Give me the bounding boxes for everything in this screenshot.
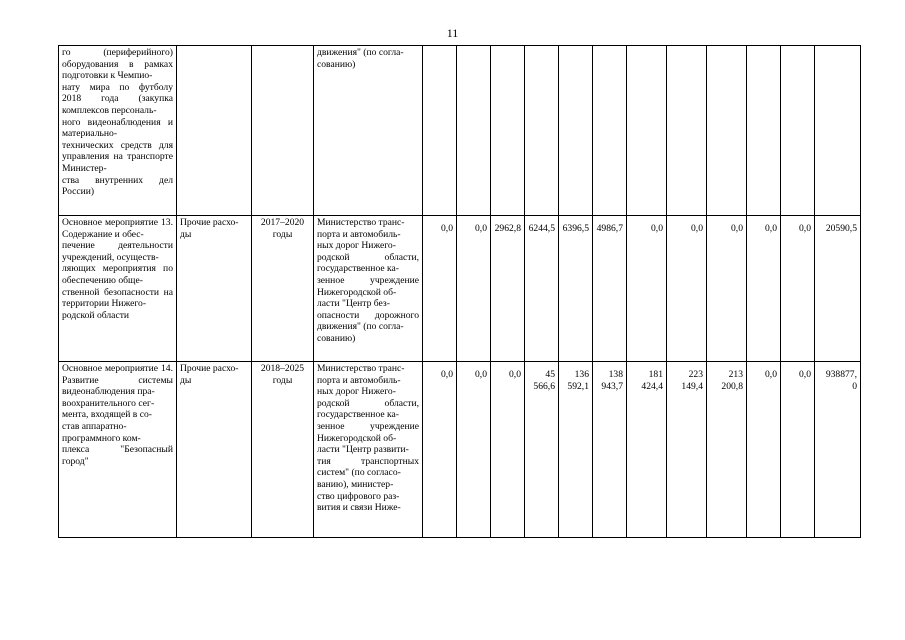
page-number: 11 [446,26,459,40]
value-cell: 2962,8 [491,216,525,362]
table-row [59,216,861,362]
value-cell: 0,0 [781,362,815,538]
value-cell: 0,0 [491,362,525,538]
funding-source-cell: Прочие расхо- ды [177,362,252,538]
value-cell: 0,0 [457,216,491,362]
value-cell: 45 566,6 [525,362,559,538]
activity-name-cell: Основное мероприятие 13. Содержание и обес- печение деятельности учреждений, осуществ- ляющих мероприятия по обеспечению обще- ственной безопасности на территории Нижего- родской области [59,216,177,362]
value-cell [627,46,667,216]
value-cell: 0,0 [667,216,707,362]
value-cell [815,46,861,216]
value-cell: 0,0 [423,362,457,538]
value-cell [559,46,593,216]
value-cell [593,46,627,216]
value-cell: 0,0 [423,216,457,362]
value-cell: 6396,5 [559,216,593,362]
value-cell [707,46,747,216]
table-row [59,46,861,216]
value-cell: 0,0 [457,362,491,538]
value-cell [525,46,559,216]
funding-source-cell [177,46,252,216]
executor-cell: движения" (по согла- сованию) [314,46,423,216]
value-cell [491,46,525,216]
value-cell [423,46,457,216]
value-cell: 938877, 0 [815,362,861,538]
activity-name-cell: го (периферийного) оборудования в рамках подготовки к Чемпио- нату мира по футболу 2018 года (закупка комплексов персональ- ного видеонаблюдения и материально- технических средств для управления на транспорте Министер- ства внутренних дел России) [59,46,177,216]
period-cell: 2018–2025 годы [252,362,314,538]
value-cell: 20590,5 [815,216,861,362]
executor-cell: Министерство транс- порта и автомобиль- ных дорог Нижего- родской области, государственное ка- зенное учреждение Нижегородской об- ласти "Центр развити- тия транспортных систем" (по согласо- ванию), министер- ство цифрового раз- вития и связи Ниже- [314,362,423,538]
value-cell: 4986,7 [593,216,627,362]
value-cell: 0,0 [747,362,781,538]
value-cell: 0,0 [747,216,781,362]
value-cell: 223 149,4 [667,362,707,538]
period-cell [252,46,314,216]
value-cell: 0,0 [707,216,747,362]
value-cell: 181 424,4 [627,362,667,538]
value-cell [457,46,491,216]
executor-cell: Министерство транс- порта и автомобиль- ных дорог Нижего- родской области, государственное ка- зенное учреждение Нижегородской об- ласти "Центр без- опасности дорожного движения" (по согла- сованию) [314,216,423,362]
value-cell [667,46,707,216]
value-cell: 136 592,1 [559,362,593,538]
value-cell: 213 200,8 [707,362,747,538]
activity-name-cell: Основное мероприятие 14. Развитие системы видеонаблюдения пра- воохранительного сег- мента, входящей в со- став аппаратно- программного ком- плекса "Безопасный город" [59,362,177,538]
funding-source-cell: Прочие расхо- ды [177,216,252,362]
value-cell [781,46,815,216]
table-row [59,362,861,538]
value-cell: 0,0 [627,216,667,362]
value-cell: 0,0 [781,216,815,362]
period-cell: 2017–2020 годы [252,216,314,362]
value-cell: 6244,5 [525,216,559,362]
value-cell: 138 943,7 [593,362,627,538]
program-activities-table [58,45,861,538]
value-cell [747,46,781,216]
